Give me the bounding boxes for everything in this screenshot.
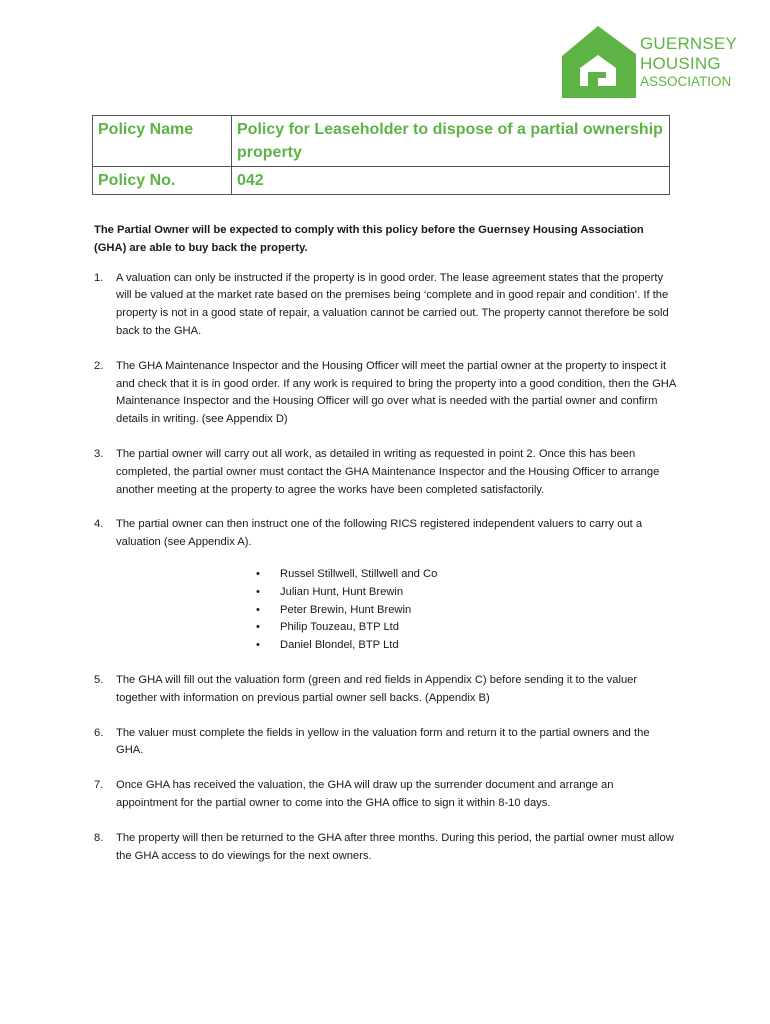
policy-no-value: 042 [232,167,670,195]
logo-line-1: GUERNSEY [640,34,738,53]
step-text: Once GHA has received the valuation, the GHA will draw up the surrender document and arrange an appointment for the partial owner to come into the GHA office to sign it within 8-10 days. [116,779,614,809]
intro-paragraph: The Partial Owner will be expected to comply with this policy before the Guernsey Housing Association (GHA) are able to buy back the property. [94,224,644,254]
step-number: 7. [94,779,104,792]
valuer-item [256,619,678,637]
valuers-list [116,566,678,655]
policy-name-label: Policy Name [93,116,232,167]
policy-step-8 [94,830,678,866]
valuer-name: Philip Touzeau, BTP Ltd [280,621,399,634]
logo-line-3: ASSOCIATION [640,74,732,89]
valuer-name: Daniel Blondel, BTP Ltd [280,639,399,652]
step-text: The partial owner can then instruct one of the following RICS registered independent valuers to carry out a valuation (see Appendix A). [116,518,643,549]
step-number: 4. [94,518,104,531]
step-text: A valuation can only be instructed if the property is in good order. The lease agreement states that the property will be valued at the market rate based on the premises being ‘complete and in good repair and condition’. If the property is not in a good state of repair, a valuation cannot be carried out. The property cannot therefore be sold back to the GHA. [116,271,669,337]
policy-header-table [92,115,670,195]
step-text: The partial owner will carry out all work, as detailed in writing as requested in point 2. Once this has been completed, the partial owner must contact the GHA Maintenance Inspector and the Housing Officer to arrange another meeting at the property to agree the works have been completed satisfactorily. [116,447,660,496]
policy-step-2 [94,358,678,429]
step-number: 3. [94,447,104,460]
gha-logo [558,24,748,100]
policy-no-row [93,167,670,195]
step-number: 8. [94,831,104,844]
valuer-name: Peter Brewin, Hunt Brewin [280,603,412,616]
policy-name-row [93,116,670,167]
step-number: 2. [94,359,104,372]
bullet-icon: • [256,621,260,634]
valuer-item [256,602,678,620]
bullet-icon: • [256,639,260,652]
policy-steps-list [94,270,678,866]
valuer-item [256,566,678,584]
valuer-name: Russel Stillwell, Stillwell and Co [280,567,438,580]
step-text: The property will then be returned to the GHA after three months. During this period, the partial owner must allow the GHA access to do viewings for the next owners. [116,831,674,862]
policy-step-7 [94,777,678,813]
step-text: The GHA will fill out the valuation form (green and red fields in Appendix C) before sending it to the valuer together with information on previous partial owner sell backs. (Appendix B) [116,673,638,704]
bullet-icon: • [256,585,260,598]
bullet-icon: • [256,603,260,616]
policy-no-label: Policy No. [93,167,232,195]
valuer-item [256,637,678,655]
step-number: 1. [94,271,104,284]
house-logo-icon [558,24,638,100]
step-number: 6. [94,726,104,739]
logo-line-2: HOUSING [640,54,721,73]
bullet-icon: • [256,567,260,580]
step-text: The GHA Maintenance Inspector and the Housing Officer will meet the partial owner at the property to inspect it and check that it is in good order. If any work is required to bring the property into a good condition, then the GHA Maintenance Inspector and the Housing Officer will go over what is needed with the partial owner and confirm details in writing. (see Appendix D) [116,359,676,426]
policy-step-3 [94,446,678,499]
policy-step-6 [94,725,678,761]
policy-body [94,222,678,882]
step-number: 5. [94,673,104,686]
policy-step-5 [94,672,678,708]
step-text: The valuer must complete the fields in yellow in the valuation form and return it to the partial owners and the GHA. [116,726,650,757]
policy-step-1 [94,270,678,341]
policy-step-4 [94,516,678,655]
logo-wordmark [640,35,737,89]
valuer-name: Julian Hunt, Hunt Brewin [280,585,404,598]
policy-name-value: Policy for Leaseholder to dispose of a partial ownership property [232,116,670,167]
valuer-item [256,584,678,602]
